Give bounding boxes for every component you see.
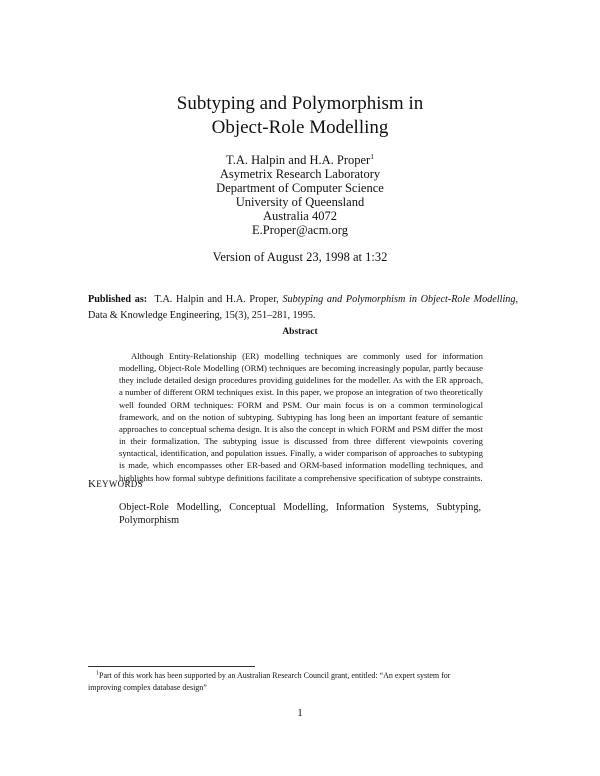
footnote-mark: 1 bbox=[96, 670, 99, 677]
published-as-venue: , Data & Knowledge Engineering, 15(3), 251–281, 1995. bbox=[88, 294, 519, 321]
author-footnote-mark: 1 bbox=[370, 151, 374, 161]
keywords-heading-initial: K bbox=[88, 478, 97, 490]
published-as-title: Subtyping and Polymorphism in Object-Role Modelling bbox=[282, 294, 516, 305]
abstract-heading: Abstract bbox=[282, 327, 318, 337]
keywords-heading-rest: EYWORDS bbox=[96, 479, 143, 489]
keywords-heading bbox=[88, 478, 143, 490]
affiliation-line-1: Asymetrix Research Laboratory bbox=[219, 167, 381, 181]
published-as bbox=[88, 292, 518, 324]
author-names bbox=[0, 153, 600, 168]
published-as-authors: T.A. Halpin and H.A. Proper, bbox=[154, 294, 279, 305]
published-as-label: Published as: bbox=[88, 294, 148, 305]
page-number: 1 bbox=[297, 707, 303, 719]
footnote bbox=[88, 670, 468, 694]
author-email: E.Proper@acm.org bbox=[252, 223, 348, 237]
keywords-text: Object-Role Modelling, Conceptual Modelling, Information Systems, Subtyping, Polymorphism bbox=[119, 502, 481, 526]
paper-title-line-2: Object-Role Modelling bbox=[211, 117, 389, 138]
paper-title-line-1: Subtyping and Polymorphism in bbox=[176, 93, 424, 114]
footnote-text: Part of this work has been supported by an Australian Research Council grant, entitled: “An expert system for improving complex database design” bbox=[88, 671, 451, 692]
version-line: Version of August 23, 1998 at 1:32 bbox=[212, 250, 388, 264]
affiliation-line-2: Department of Computer Science bbox=[216, 181, 384, 195]
affiliation-line-4: Australia 4072 bbox=[263, 209, 337, 223]
footnote-rule bbox=[88, 666, 255, 667]
author-names-text: T.A. Halpin and H.A. Proper bbox=[226, 153, 371, 167]
affiliation-line-3: University of Queensland bbox=[235, 195, 365, 209]
abstract-text: Although Entity-Relationship (ER) modelling techniques are commonly used for information modelling, Object-Role Modelling (ORM) techniques are becoming increasingly popular, partly because they include detailed design procedures providing guidelines for the modeller. As with the ER approach, a number of different ORM techniques exist. In this paper, we propose an integration of two theoretically well founded ORM techniques: FORM and PSM. Our main focus is on a common terminological framework, and on the notion of subtyping. Subtyping has long been an important feature of semantic approaches to conceptual schema design. It is also the concept in which FORM and PSM differ the most in their formalization. The subtyping issue is discussed from three different viewpoints covering syntactical, identification, and population issues. Finally, a wider comparison of approaches to subtyping is made, which encompasses other ER-based and ORM-based information modelling techniques, and highlights how formal subtype definitions facilitate a comprehensive specification of subtype constraints. bbox=[119, 351, 483, 483]
